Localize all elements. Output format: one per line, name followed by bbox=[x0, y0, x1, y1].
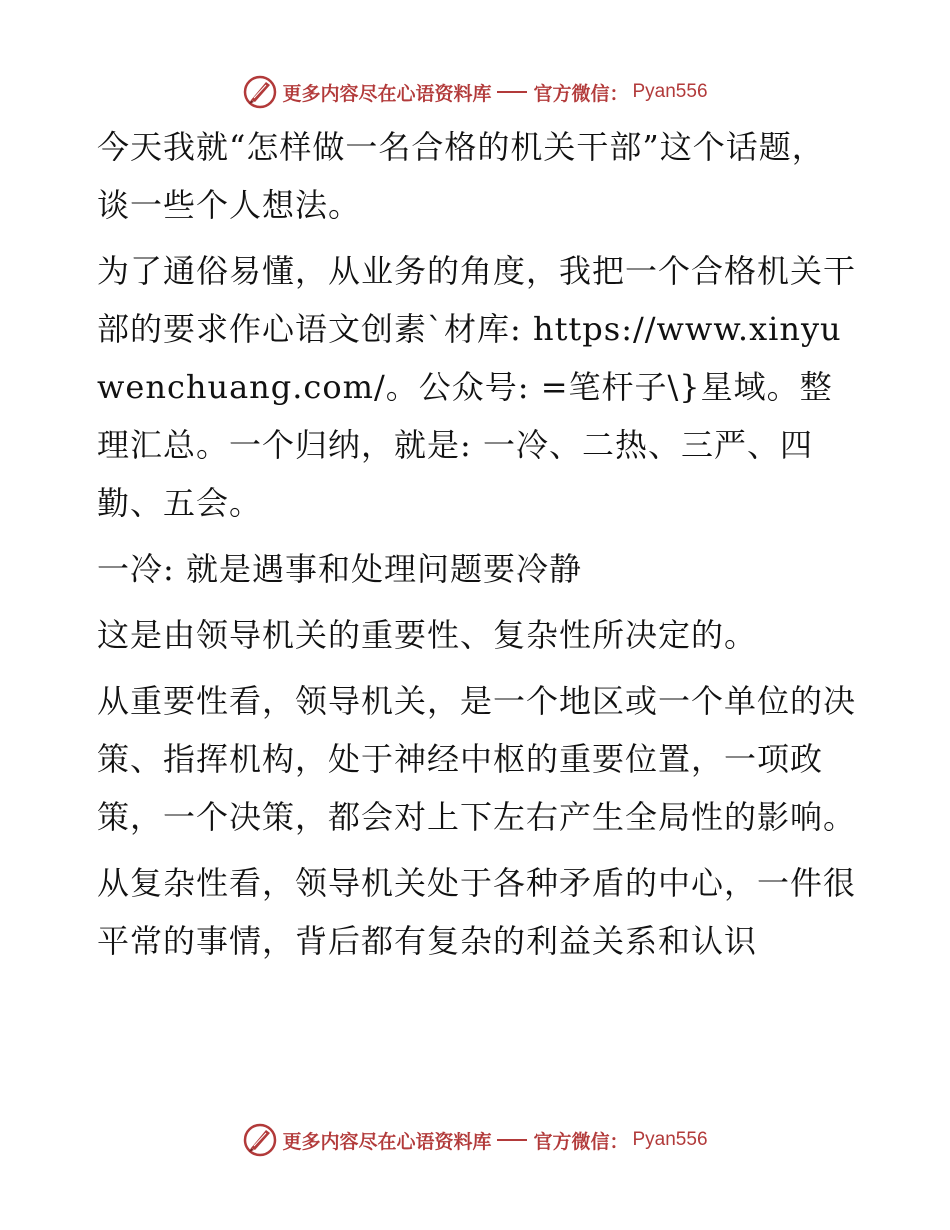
quill-pen-logo-icon bbox=[242, 1122, 278, 1158]
header-official-label: 官方微信： bbox=[533, 82, 629, 105]
paragraph: 从复杂性看，领导机关处于各种矛盾的中心，一件很平常的事情，背后都有复杂的利益关系和认识 bbox=[97, 864, 857, 960]
paragraph-heading: 一冷: 就是遇事和处理问题要冷静 bbox=[97, 550, 582, 588]
header-dash bbox=[497, 91, 527, 93]
header-banner bbox=[0, 72, 950, 112]
footer-dash bbox=[497, 1139, 527, 1141]
footer-site-text: 更多内容尽在心语资料库 bbox=[282, 1130, 492, 1153]
footer-banner bbox=[0, 1120, 950, 1160]
footer-wechat-id: Pyan556 bbox=[632, 1129, 708, 1150]
quill-pen-logo-icon bbox=[242, 74, 278, 110]
paragraph: 今天我就“怎样做一名合格的机关干部”这个话题，谈一些个人想法。 bbox=[97, 128, 825, 224]
paragraph: 从重要性看，领导机关，是一个地区或一个单位的决策、指挥机构，处于神经中枢的重要位置，一项政策，一个决策，都会对上下左右产生全局性的影响。 bbox=[97, 682, 857, 836]
document-body bbox=[97, 118, 857, 978]
header-site-text: 更多内容尽在心语资料库 bbox=[282, 82, 492, 105]
paragraph: 这是由领导机关的重要性、复杂性所决定的。 bbox=[97, 616, 758, 654]
header-wechat-id: Pyan556 bbox=[632, 81, 708, 102]
footer-official-label: 官方微信： bbox=[533, 1130, 629, 1153]
paragraph: 为了通俗易懂，从业务的角度，我把一个合格机关干部的要求作心语文创素`材库: https://www.xinyuwenchuang.com/。公众号: =笔杆子\}星域。整理汇总。一个归纳，就是: 一冷、二热、三严、四勤、五会。 bbox=[97, 252, 857, 522]
